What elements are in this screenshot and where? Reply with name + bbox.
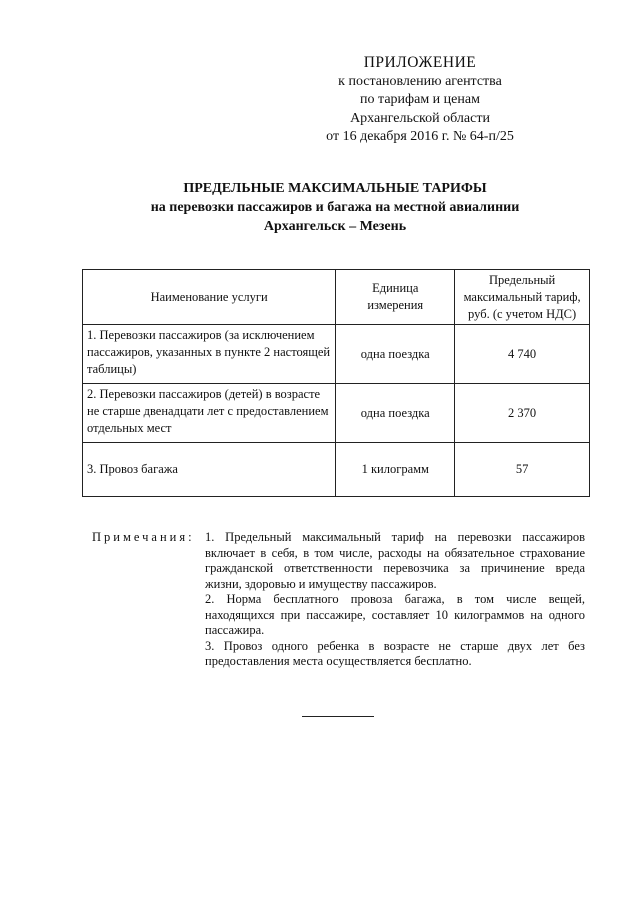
appendix-heading: ПРИЛОЖЕНИЕ: [363, 54, 477, 71]
appendix-line: по тарифам и ценам: [360, 92, 480, 107]
header-unit: Единица измерения: [336, 270, 455, 325]
appendix-line: Архангельской области: [350, 110, 490, 126]
table-row: [83, 325, 590, 384]
tariff-cell: 4 740: [455, 325, 590, 384]
appendix-block: [300, 54, 540, 147]
table-header-row: [83, 270, 590, 325]
header-tariff: Предельный максимальный тариф, руб. (с учетом НДС): [455, 270, 590, 325]
title-line: ПРЕДЕЛЬНЫЕ МАКСИМАЛЬНЫЕ ТАРИФЫ: [183, 181, 487, 196]
note-item: 2. Норма бесплатного провоза багажа, в том числе вещей, находящихся при пассажире, составляет 10 килограммов на одного пассажира.: [205, 592, 585, 637]
appendix-line: к постановлению агентства: [338, 73, 502, 89]
tariff-cell: 2 370: [455, 384, 590, 443]
note-item: 3. Провоз одного ребенка в возрасте не старше двух лет без предоставления места осуществляется бесплатно.: [205, 638, 585, 668]
service-cell: 2. Перевозки пассажиров (детей) в возрасте не старше двенадцати лет с предоставлением отдельных мест: [83, 384, 336, 443]
note-item: 1. Предельный максимальный тариф на перевозки пассажиров включает в себя, в том числе, расходы на обязательное страхование гражданской ответственности перевозчика за причинение вреда жизни, здоровью и имуществу пассажиров.: [205, 530, 585, 591]
tariff-cell: 57: [455, 443, 590, 497]
service-cell: 1. Перевозки пассажиров (за исключением пассажиров, указанных в пункте 2 настоящей таблицы): [83, 325, 336, 384]
document-title: [80, 179, 590, 236]
notes-label: Примечания:: [92, 530, 195, 544]
table-row: [83, 384, 590, 443]
appendix-line: от 16 декабря 2016 г. № 64-п/25: [326, 129, 514, 144]
title-line: Архангельск – Мезень: [263, 219, 407, 234]
tariff-table: [82, 269, 590, 497]
service-cell: 3. Провоз багажа: [83, 443, 336, 497]
title-line: на перевозки пассажиров и багажа на местной авиалинии: [150, 200, 520, 215]
table-row: [83, 443, 590, 497]
unit-cell: одна поездка: [336, 384, 455, 443]
notes-list: [205, 530, 585, 670]
header-service: Наименование услуги: [83, 270, 336, 325]
unit-cell: одна поездка: [336, 325, 455, 384]
divider-line: [302, 716, 374, 717]
unit-cell: 1 килограмм: [336, 443, 455, 497]
